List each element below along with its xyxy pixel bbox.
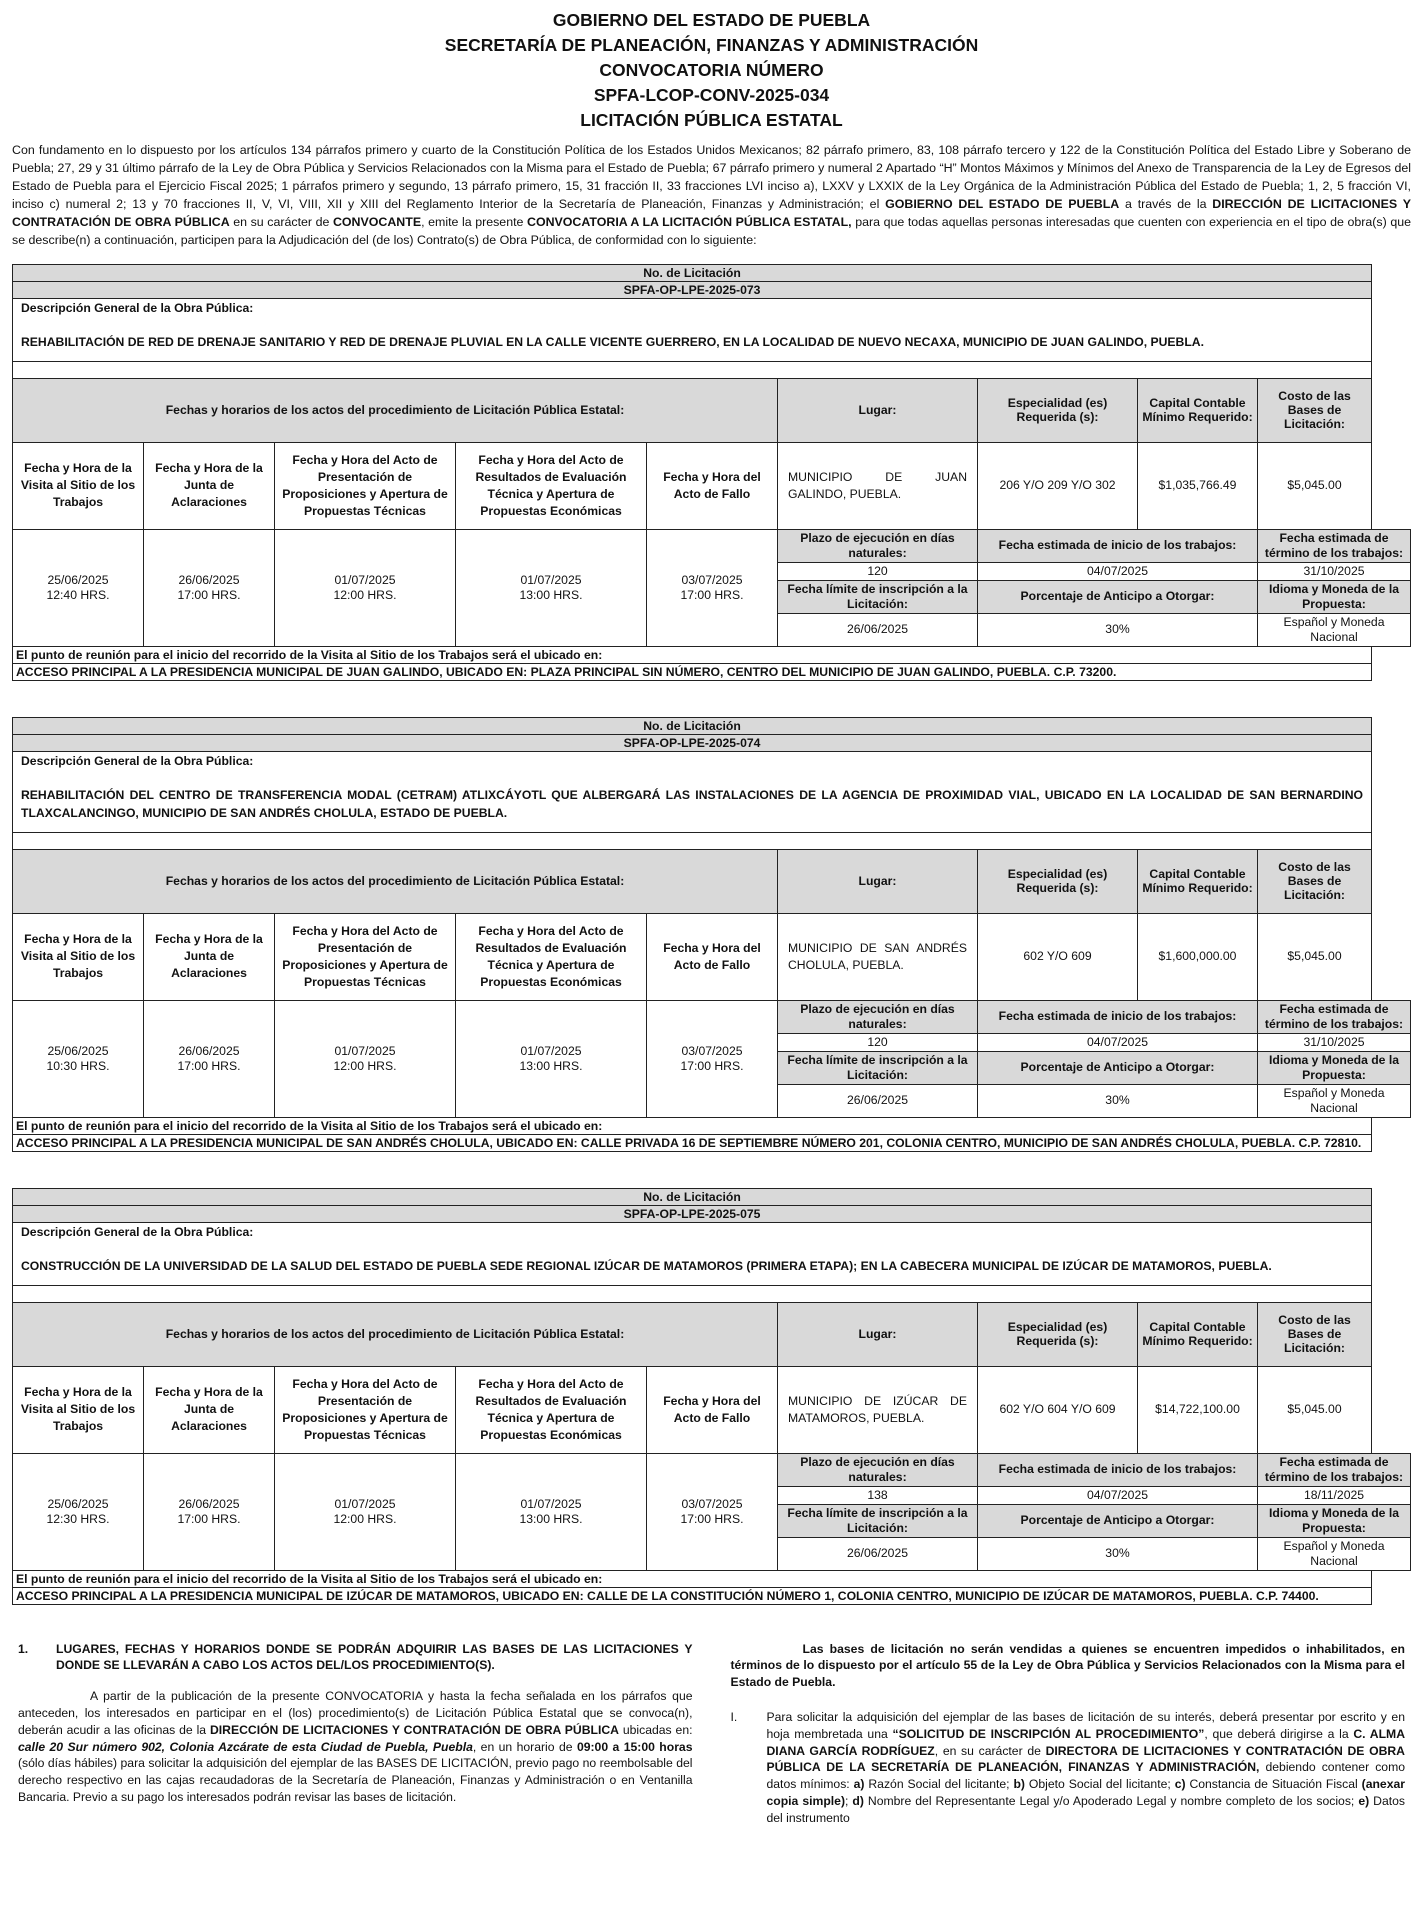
intro-run: Con fundamento en lo dispuesto por los artículos 134 párrafos primero y cuarto de la Constitución Política de los Estados Unidos Mexicanos; 82 párrafo primero, 83, 108 párrafo tercero y 122 de la Constitución Política del Estado Libre y Soberano de Puebla; 27, 29 y 31 último párrafo de la Ley de Obra Pública y Servicios Relacionados con la Misma para el Estado de Puebla; 67 párrafo primero y numeral 2 Apartado “H” Montos Máximos y Mínimos del Anexo de Transparencia de la Ley de Egresos del Estado de Puebla para el Ejercicio Fiscal 2025; 1 párrafos primero y segundo, 13 párrafo primero, 15, 31 fracción II, 33 fracciones LVI inciso a), LXXV y LXXIX de la Ley Orgánica de la Administración Pública del Estado de Puebla; 1, 2, 5 fracción VI, inciso c) numeral 2; 13 y 70 fracciones II, V, VI, VIII, XII y XIII del Reglamento Interior de la Secretaría de Planeación, Finanzas y Administración; el xyxy=(12,143,1411,212)
limite-value: 26/06/2025 xyxy=(778,1537,978,1570)
date-cell xyxy=(275,529,456,646)
plazo-label: Plazo de ejecución en días naturales: xyxy=(778,529,978,562)
date-cell xyxy=(647,529,778,646)
section-1-number: 1. xyxy=(18,1641,29,1656)
inicio-label: Fecha estimada de inicio de los trabajos: xyxy=(978,1000,1258,1033)
idioma-label: Idioma y Moneda de la Propuesta: xyxy=(1258,1504,1411,1537)
section-1-run: ubicadas en: xyxy=(618,1722,693,1737)
item-i-run: ; xyxy=(845,1793,853,1808)
section-1-title: LUGARES, FECHAS Y HORARIOS DONDE SE PODRÁN ADQUIRIR LAS BASES DE LAS LICITACIONES Y DONDE SE LLEVARÁN A CABO LOS ACTOS DEL/LOS PROCEDIMIENTO(S). xyxy=(56,1641,693,1673)
date-cell xyxy=(275,1000,456,1117)
descripcion-row xyxy=(13,317,1411,362)
date-column-header: Fecha y Hora del Acto de Resultados de Evaluación Técnica y Apertura de Propuestas Económicas xyxy=(456,1366,647,1453)
date-value: 26/06/2025 xyxy=(178,1496,240,1511)
column-header-row xyxy=(13,1366,1411,1453)
date-value: 01/07/2025 xyxy=(520,1043,582,1058)
date-column-header: Fecha y Hora del Acto de Resultados de Evaluación Técnica y Apertura de Propuestas Económicas xyxy=(456,913,647,1000)
especialidad-header: Especialidad (es) Requerida (s): xyxy=(978,378,1138,442)
section-1-run: A partir de la publicación de la presente CONVOCATORIA y hasta la fecha señalada en los párrafos que anteceden, los interesados en participar en el (los) procedimiento(s) de Licitación Pública Estatal que se convoca(n), deberán acudir a las oficinas de la xyxy=(18,1689,693,1737)
especialidad-value: 206 Y/O 209 Y/O 302 xyxy=(978,442,1138,529)
capital-header: Capital Contable Mínimo Requerido: xyxy=(1138,849,1258,913)
date-cell xyxy=(275,1453,456,1570)
intro-run: CONVOCANTE xyxy=(332,215,422,230)
fechas-actos-header: Fechas y horarios de los actos del procedimiento de Licitación Pública Estatal: xyxy=(13,849,778,913)
item-i-run: Objeto Social del licitante; xyxy=(1024,1777,1175,1792)
item-i-run: Datos del instrumento xyxy=(766,1793,1405,1825)
idioma-label: Idioma y Moneda de la Propuesta: xyxy=(1258,1051,1411,1084)
inicio-value: 04/07/2025 xyxy=(978,1486,1258,1504)
especialidad-value: 602 Y/O 609 xyxy=(978,913,1138,1000)
punto-reunion-label-row xyxy=(13,1570,1411,1587)
heading-government: GOBIERNO DEL ESTADO DE PUEBLA xyxy=(552,10,871,30)
date-column-header: Fecha y Hora de la Visita al Sitio de los Trabajos xyxy=(13,442,144,529)
limite-label: Fecha límite de inscripción a la Licitación: xyxy=(778,580,978,613)
inicio-value: 04/07/2025 xyxy=(978,562,1258,580)
descripcion-label: Descripción General de la Obra Pública: xyxy=(13,1222,1372,1241)
intro-run: para que todas aquellas personas interesadas que cuenten con experiencia en el tipo de obra(s) que se describe(n) a continuación, participen para la Adjudicación del (de los) Contrato(s) de Obra Pública, de conformidad con lo siguiente: xyxy=(12,215,1411,248)
time-value: 17:00 HRS. xyxy=(177,1058,241,1073)
punto-reunion-label: El punto de reunión para el inicio del recorrido de la Visita al Sitio de los Trabajos será el ubicado en: xyxy=(13,1570,1372,1587)
capital-value: $1,600,000.00 xyxy=(1138,913,1258,1000)
licitacion-number: SPFA-OP-LPE-2025-074 xyxy=(13,734,1372,751)
plazo-value: 120 xyxy=(778,1033,978,1051)
date-cell xyxy=(144,529,275,646)
section-1-run: calle 20 Sur número 902, Colonia Azcárate de esta Ciudad de Puebla, Puebla xyxy=(18,1739,473,1754)
punto-reunion-row xyxy=(13,663,1411,680)
date-column-header: Fecha y Hora del Acto de Presentación de Proposiciones y Apertura de Propuestas Técnicas xyxy=(275,913,456,1000)
section-1-run: DIRECCIÓN DE LICITACIONES Y CONTRATACIÓN DE OBRA PÚBLICA xyxy=(209,1722,619,1737)
costo-header: Costo de las Bases de Licitación: xyxy=(1258,378,1372,442)
item-i-run: Nombre del Representante Legal y/o Apoderado Legal y nombre completo de los socios; xyxy=(863,1793,1359,1808)
anticipo-label: Porcentaje de Anticipo a Otorgar: xyxy=(978,580,1258,613)
intro-run: , emite la presente xyxy=(421,215,527,230)
date-value: 26/06/2025 xyxy=(178,572,240,587)
punto-reunion-label: El punto de reunión para el inicio del recorrido de la Visita al Sitio de los Trabajos será el ubicado en: xyxy=(13,646,1372,663)
capital-header: Capital Contable Mínimo Requerido: xyxy=(1138,1302,1258,1366)
especialidad-header: Especialidad (es) Requerida (s): xyxy=(978,1302,1138,1366)
plazo-label: Plazo de ejecución en días naturales: xyxy=(778,1453,978,1486)
descripcion-row xyxy=(13,770,1411,833)
punto-reunion-text: ACCESO PRINCIPAL A LA PRESIDENCIA MUNICIPAL DE SAN ANDRÉS CHOLULA, UBICADO EN: CALLE PRIVADA 16 DE SEPTIEMBRE NÚMERO 201, COLONIA CENTRO, MUNICIPIO DE SAN ANDRÉS CHOLULA, PUEBLA. C.P. 72810. xyxy=(13,1134,1372,1151)
licitacion-number-label: No. de Licitación xyxy=(13,264,1372,281)
column-header-row xyxy=(13,913,1411,1000)
descripcion-label-row xyxy=(13,751,1411,770)
item-i-run: , en su carácter de xyxy=(934,1743,1046,1758)
item-i-run: , que deberá dirigirse a la xyxy=(1204,1726,1354,1741)
section-header-row xyxy=(13,378,1411,442)
plazo-value: 120 xyxy=(778,562,978,580)
idioma-label: Idioma y Moneda de la Propuesta: xyxy=(1258,580,1411,613)
spacer-cell xyxy=(13,1285,1372,1302)
punto-reunion-row xyxy=(13,1587,1411,1604)
inicio-value: 04/07/2025 xyxy=(978,1033,1258,1051)
heading-convocatoria-label: CONVOCATORIA NÚMERO xyxy=(599,60,824,80)
date-value: 26/06/2025 xyxy=(178,1043,240,1058)
time-value: 13:00 HRS. xyxy=(519,587,583,602)
time-value: 17:00 HRS. xyxy=(177,587,241,602)
document-heading xyxy=(12,8,1411,133)
licitaciones-list xyxy=(12,264,1411,1605)
anticipo-value: 30% xyxy=(978,1537,1258,1570)
costo-value: $5,045.00 xyxy=(1258,442,1372,529)
time-value: 12:00 HRS. xyxy=(333,587,397,602)
descripcion-label: Descripción General de la Obra Pública: xyxy=(13,751,1372,770)
licitacion-number-row xyxy=(13,1205,1411,1222)
idioma-value: Español y Moneda Nacional xyxy=(1258,1084,1411,1117)
date-column-header: Fecha y Hora de la Visita al Sitio de los Trabajos xyxy=(13,1366,144,1453)
section-1-paragraph xyxy=(18,1688,693,1806)
date-value: 25/06/2025 xyxy=(47,1496,109,1511)
anticipo-label: Porcentaje de Anticipo a Otorgar: xyxy=(978,1504,1258,1537)
time-value: 10:30 HRS. xyxy=(46,1058,110,1073)
descripcion-label-row xyxy=(13,298,1411,317)
time-value: 17:00 HRS. xyxy=(177,1511,241,1526)
item-i xyxy=(731,1709,1406,1827)
termino-label: Fecha estimada de término de los trabajos: xyxy=(1258,529,1411,562)
intro-run: DIRECCIÓN DE LICITACIONES Y CONTRATACIÓN DE OBRA PÚBLICA xyxy=(12,197,1411,230)
item-i-run: a) xyxy=(853,1777,865,1792)
date-column-header: Fecha y Hora de la Junta de Aclaraciones xyxy=(144,442,275,529)
plazo-value: 138 xyxy=(778,1486,978,1504)
section-1-run: 09:00 a 15:00 horas xyxy=(576,1739,693,1754)
section-1-heading xyxy=(18,1641,693,1675)
capital-value: $1,035,766.49 xyxy=(1138,442,1258,529)
licitacion-number-row xyxy=(13,734,1411,751)
item-i-run: “SOLICITUD DE INSCRIPCIÓN AL PROCEDIMIENTO” xyxy=(892,1726,1205,1741)
licitacion-block xyxy=(12,264,1411,681)
section-1-run: (sólo días hábiles) para solicitar la adquisición del ejemplar de las BASES DE LICITACIÓN, previo pago no reembolsable del derecho respectivo en las cajas recaudadoras de la Secretaría de Planeación, Finanzas y Administración o en Ventanilla Bancaria. Previo a su pago los interesados podrán revisar las bases de licitación. xyxy=(18,1756,693,1804)
date-value: 01/07/2025 xyxy=(334,572,396,587)
date-column-header: Fecha y Hora de la Junta de Aclaraciones xyxy=(144,913,275,1000)
descripcion-text: CONSTRUCCIÓN DE LA UNIVERSIDAD DE LA SALUD DEL ESTADO DE PUEBLA SEDE REGIONAL IZÚCAR DE MATAMOROS (PRIMERA ETAPA); EN LA CABECERA MUNICIPAL DE IZÚCAR DE MATAMOROS, PUEBLA. xyxy=(13,1241,1372,1286)
idioma-value: Español y Moneda Nacional xyxy=(1258,613,1411,646)
item-i-run: (anexar copia simple) xyxy=(766,1777,1405,1808)
left-column xyxy=(18,1641,693,1851)
date-cell xyxy=(144,1453,275,1570)
descripcion-text: REHABILITACIÓN DEL CENTRO DE TRANSFERENCIA MODAL (CETRAM) ATLIXCÁYOTL QUE ALBERGARÁ LAS INSTALACIONES DE LA AGENCIA DE PROXIMIDAD VIAL, UBICADO EN LA LOCALIDAD DE SAN BERNARDINO TLAXCALANCINGO, MUNICIPIO DE SAN ANDRÉS CHOLULA, ESTADO DE PUEBLA. xyxy=(13,770,1372,833)
licitacion-block xyxy=(12,1188,1411,1605)
lugar-value: MUNICIPIO DE JUAN GALINDO, PUEBLA. xyxy=(778,442,978,529)
lugar-header: Lugar: xyxy=(778,378,978,442)
lugar-value: MUNICIPIO DE IZÚCAR DE MATAMOROS, PUEBLA. xyxy=(778,1366,978,1453)
intro-run: en su carácter de xyxy=(229,215,333,230)
time-value: 13:00 HRS. xyxy=(519,1511,583,1526)
intro-paragraph xyxy=(12,141,1411,250)
item-i-text xyxy=(767,1709,1406,1827)
time-value: 12:40 HRS. xyxy=(46,587,110,602)
date-cell xyxy=(647,1000,778,1117)
item-i-number: I. xyxy=(730,1709,738,1724)
costo-value: $5,045.00 xyxy=(1258,913,1372,1000)
spacer-cell xyxy=(13,361,1372,378)
anticipo-label: Porcentaje de Anticipo a Otorgar: xyxy=(978,1051,1258,1084)
spacer-row xyxy=(13,832,1411,849)
licitacion-block xyxy=(12,717,1411,1152)
date-column-header: Fecha y Hora del Acto de Presentación de Proposiciones y Apertura de Propuestas Técnicas xyxy=(275,1366,456,1453)
licitacion-table xyxy=(12,1188,1411,1605)
punto-reunion-label-row xyxy=(13,646,1411,663)
punto-reunion-text: ACCESO PRINCIPAL A LA PRESIDENCIA MUNICIPAL DE IZÚCAR DE MATAMOROS, UBICADO EN: CALLE DE LA CONSTITUCIÓN NÚMERO 1, COLONIA CENTRO, MUNICIPIO DE IZÚCAR DE MATAMOROS, PUEBLA. C.P. 74400. xyxy=(13,1587,1372,1604)
termino-value: 18/11/2025 xyxy=(1258,1486,1411,1504)
termino-label: Fecha estimada de término de los trabajos: xyxy=(1258,1000,1411,1033)
date-value: 01/07/2025 xyxy=(334,1043,396,1058)
section-header-row xyxy=(13,849,1411,913)
item-i-run: e) xyxy=(1358,1793,1370,1808)
date-column-header: Fecha y Hora de la Visita al Sitio de los Trabajos xyxy=(13,913,144,1000)
time-value: 17:00 HRS. xyxy=(680,1058,744,1073)
item-i-run: Constancia de Situación Fiscal xyxy=(1185,1777,1362,1792)
time-value: 12:00 HRS. xyxy=(333,1058,397,1073)
date-value: 25/06/2025 xyxy=(47,572,109,587)
column-header-row xyxy=(13,442,1411,529)
termino-value: 31/10/2025 xyxy=(1258,1033,1411,1051)
item-i-run: DIRECTORA DE LICITACIONES Y CONTRATACIÓN DE OBRA PÚBLICA DE LA SECRETARÍA DE PLANEACIÓN, FINANZAS Y ADMINISTRACIÓN, xyxy=(766,1743,1405,1775)
time-value: 17:00 HRS. xyxy=(680,587,744,602)
plazo-label: Plazo de ejecución en días naturales: xyxy=(778,1000,978,1033)
item-i-run: c) xyxy=(1174,1777,1186,1792)
date-cell xyxy=(456,1000,647,1117)
date-value: 01/07/2025 xyxy=(334,1496,396,1511)
date-column-header: Fecha y Hora del Acto de Fallo xyxy=(647,913,778,1000)
spacer-row xyxy=(13,1285,1411,1302)
costo-header: Costo de las Bases de Licitación: xyxy=(1258,849,1372,913)
date-value: 03/07/2025 xyxy=(681,1496,743,1511)
licitacion-number: SPFA-OP-LPE-2025-075 xyxy=(13,1205,1372,1222)
date-column-header: Fecha y Hora del Acto de Fallo xyxy=(647,442,778,529)
heading-convocatoria-number: SPFA-LCOP-CONV-2025-034 xyxy=(593,85,830,105)
descripcion-label: Descripción General de la Obra Pública: xyxy=(13,298,1372,317)
date-value: 03/07/2025 xyxy=(681,1043,743,1058)
date-cell xyxy=(456,529,647,646)
capital-header: Capital Contable Mínimo Requerido: xyxy=(1138,378,1258,442)
date-value: 01/07/2025 xyxy=(520,572,582,587)
dates-row-a xyxy=(13,529,1411,562)
inicio-label: Fecha estimada de inicio de los trabajos: xyxy=(978,1453,1258,1486)
item-i-run: d) xyxy=(852,1793,864,1808)
heading-secretaria: SECRETARÍA DE PLANEACIÓN, FINANZAS Y ADMINISTRACIÓN xyxy=(444,35,979,55)
termino-label: Fecha estimada de término de los trabajos: xyxy=(1258,1453,1411,1486)
licitacion-number: SPFA-OP-LPE-2025-073 xyxy=(13,281,1372,298)
capital-value: $14,722,100.00 xyxy=(1138,1366,1258,1453)
item-i-run: debiendo contener como datos mínimos: xyxy=(766,1760,1405,1792)
dates-row-a xyxy=(13,1000,1411,1033)
date-value: 01/07/2025 xyxy=(520,1496,582,1511)
date-column-header: Fecha y Hora del Acto de Fallo xyxy=(647,1366,778,1453)
licitacion-number-label-row xyxy=(13,264,1411,281)
idioma-value: Español y Moneda Nacional xyxy=(1258,1537,1411,1570)
bases-restriction-paragraph: Las bases de licitación no serán vendidas a quienes se encuentren impedidos o inhabilitados, en términos de lo dispuesto por el artículo 55 de la Ley de Obra Pública y Servicios Relacionados con la Misma para el Estado de Puebla. xyxy=(730,1641,1405,1690)
licitacion-number-label-row xyxy=(13,717,1411,734)
right-column xyxy=(731,1641,1406,1851)
inicio-label: Fecha estimada de inicio de los trabajos: xyxy=(978,529,1258,562)
section-1-run: , en un horario de xyxy=(472,1739,577,1754)
limite-value: 26/06/2025 xyxy=(778,613,978,646)
descripcion-label-row xyxy=(13,1222,1411,1241)
dates-row-a xyxy=(13,1453,1411,1486)
time-value: 13:00 HRS. xyxy=(519,1058,583,1073)
licitacion-table xyxy=(12,264,1411,681)
date-column-header: Fecha y Hora de la Junta de Aclaraciones xyxy=(144,1366,275,1453)
date-value: 03/07/2025 xyxy=(681,572,743,587)
descripcion-row xyxy=(13,1241,1411,1286)
date-cell xyxy=(13,1000,144,1117)
heading-licitacion-type: LICITACIÓN PÚBLICA ESTATAL xyxy=(580,110,843,130)
date-cell xyxy=(647,1453,778,1570)
lugar-header: Lugar: xyxy=(778,849,978,913)
licitacion-number-label: No. de Licitación xyxy=(13,717,1372,734)
item-i-run: Razón Social del licitante; xyxy=(864,1777,1014,1792)
fechas-actos-header: Fechas y horarios de los actos del procedimiento de Licitación Pública Estatal: xyxy=(13,378,778,442)
bottom-section xyxy=(12,1641,1411,1851)
intro-run: GOBIERNO DEL ESTADO DE PUEBLA xyxy=(885,197,1120,212)
date-cell xyxy=(144,1000,275,1117)
date-value: 25/06/2025 xyxy=(47,1043,109,1058)
costo-header: Costo de las Bases de Licitación: xyxy=(1258,1302,1372,1366)
especialidad-header: Especialidad (es) Requerida (s): xyxy=(978,849,1138,913)
date-cell xyxy=(456,1453,647,1570)
licitacion-number-label: No. de Licitación xyxy=(13,1188,1372,1205)
time-value: 12:00 HRS. xyxy=(333,1511,397,1526)
fechas-actos-header: Fechas y horarios de los actos del procedimiento de Licitación Pública Estatal: xyxy=(13,1302,778,1366)
especialidad-value: 602 Y/O 604 Y/O 609 xyxy=(978,1366,1138,1453)
date-column-header: Fecha y Hora del Acto de Presentación de Proposiciones y Apertura de Propuestas Técnicas xyxy=(275,442,456,529)
intro-run: a través de la xyxy=(1119,197,1213,212)
licitacion-table xyxy=(12,717,1411,1152)
date-column-header: Fecha y Hora del Acto de Resultados de Evaluación Técnica y Apertura de Propuestas Económicas xyxy=(456,442,647,529)
spacer-row xyxy=(13,361,1411,378)
costo-value: $5,045.00 xyxy=(1258,1366,1372,1453)
spacer-cell xyxy=(13,832,1372,849)
lugar-header: Lugar: xyxy=(778,1302,978,1366)
licitacion-number-label-row xyxy=(13,1188,1411,1205)
date-cell xyxy=(13,529,144,646)
intro-run: CONVOCATORIA A LA LICITACIÓN PÚBLICA ESTATAL, xyxy=(527,215,852,230)
limite-label: Fecha límite de inscripción a la Licitación: xyxy=(778,1051,978,1084)
limite-value: 26/06/2025 xyxy=(778,1084,978,1117)
termino-value: 31/10/2025 xyxy=(1258,562,1411,580)
descripcion-text: REHABILITACIÓN DE RED DE DRENAJE SANITARIO Y RED DE DRENAJE PLUVIAL EN LA CALLE VICENTE GUERRERO, EN LA LOCALIDAD DE NUEVO NECAXA, MUNICIPIO DE JUAN GALINDO, PUEBLA. xyxy=(13,317,1372,362)
item-i-run: Para solicitar la adquisición del ejemplar de las bases de licitación de su interés, deberá presentar por escrito y en hoja membretada una xyxy=(766,1709,1405,1741)
lugar-value: MUNICIPIO DE SAN ANDRÉS CHOLULA, PUEBLA. xyxy=(778,913,978,1000)
punto-reunion-text: ACCESO PRINCIPAL A LA PRESIDENCIA MUNICIPAL DE JUAN GALINDO, UBICADO EN: PLAZA PRINCIPAL SIN NÚMERO, CENTRO DEL MUNICIPIO DE JUAN GALINDO, PUEBLA. C.P. 73200. xyxy=(13,663,1372,680)
time-value: 17:00 HRS. xyxy=(680,1511,744,1526)
item-i-run: b) xyxy=(1013,1777,1025,1792)
limite-label: Fecha límite de inscripción a la Licitación: xyxy=(778,1504,978,1537)
punto-reunion-label: El punto de reunión para el inicio del recorrido de la Visita al Sitio de los Trabajos será el ubicado en: xyxy=(13,1117,1372,1134)
anticipo-value: 30% xyxy=(978,1084,1258,1117)
punto-reunion-label-row xyxy=(13,1117,1411,1134)
item-i-run: C. ALMA DIANA GARCÍA RODRÍGUEZ xyxy=(766,1726,1406,1758)
licitacion-number-row xyxy=(13,281,1411,298)
anticipo-value: 30% xyxy=(978,613,1258,646)
date-cell xyxy=(13,1453,144,1570)
time-value: 12:30 HRS. xyxy=(46,1511,110,1526)
section-header-row xyxy=(13,1302,1411,1366)
punto-reunion-row xyxy=(13,1134,1411,1151)
